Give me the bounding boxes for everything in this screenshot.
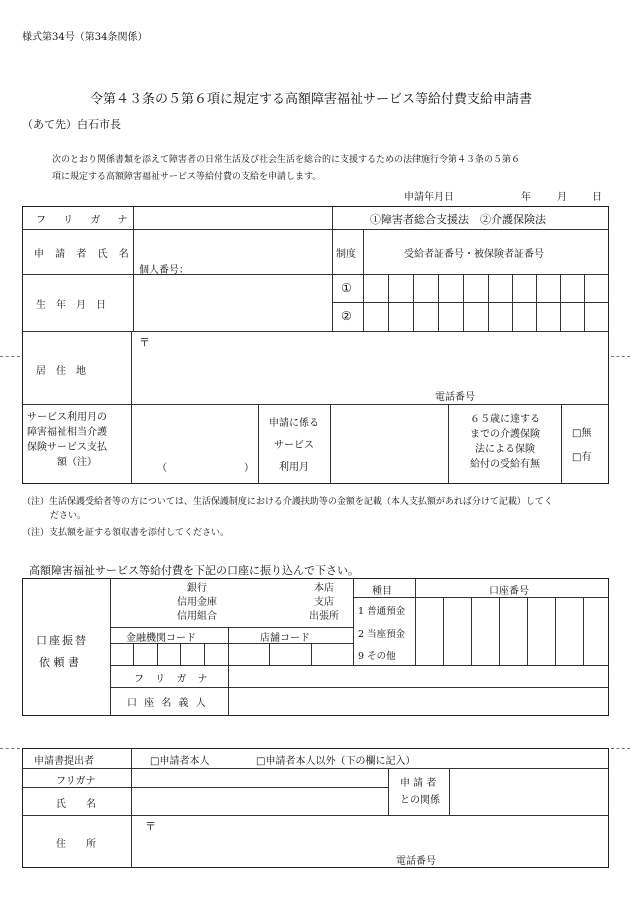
holder-furigana-label: フ リ ガ ナ (134, 674, 212, 685)
submitter-option-other[interactable]: □申請者本人以外（下の欄に記入） (256, 756, 416, 767)
personal-number-label: 個人番号： (139, 265, 189, 276)
relation-input[interactable] (451, 769, 608, 814)
paren-close: ） (244, 463, 254, 474)
account-number-label: 口座番号 (489, 586, 529, 597)
submitter-address-label: 住 所 (56, 839, 96, 850)
certificate-number-label: 受給者証番号・被保険者証番号 (404, 249, 544, 260)
age65-label: ６５歳に達する までの介護保険 法による保険 給付の受給有無 (470, 414, 540, 470)
postal-mark: 〒 (139, 336, 150, 349)
intro-line-1: 次のとおり関係書類を添えて障害者の日常生活及び社会生活を総合的に支援するための法律施行令第４３条の５第６ (52, 155, 521, 165)
kind-option-ordinary[interactable]: 1 普通預金 (358, 606, 406, 617)
account-number-input[interactable] (416, 598, 608, 664)
holder-name-input[interactable] (230, 688, 608, 715)
branch-code-input[interactable] (230, 644, 352, 664)
relation-label: 申 請 者 との関係 (400, 778, 440, 806)
row-mark-1: ① (341, 281, 352, 295)
applicant-name-label: 申 請 者 氏 名 (34, 249, 133, 260)
paren-open: （ (157, 463, 167, 474)
transfer-label-2: 依 頼 書 (39, 656, 79, 669)
service-amount-label: サービス利用月の 障害福祉相当介護 保険サービス支払 額（注） (27, 412, 107, 468)
form-number: 様式第34号（第34条関係） (22, 32, 148, 43)
submitter-name-input[interactable] (133, 788, 387, 814)
system-label: 制度 (336, 249, 356, 260)
option-yes-checkbox[interactable]: □有 (572, 452, 592, 463)
branch-code-label: 店舗コード (260, 633, 310, 644)
note-1-line-2: ださい。 (50, 511, 87, 521)
row-mark-2: ② (341, 309, 352, 323)
addressee: （あて先）白石市長 (22, 118, 121, 131)
day-label: 日 (592, 192, 602, 203)
certificate-number-input[interactable] (364, 275, 608, 330)
kind-option-other[interactable]: 9 その他 (358, 651, 396, 662)
submitter-address-input[interactable] (133, 816, 608, 867)
residence-input[interactable] (132, 332, 608, 403)
year-label: 年 (521, 192, 531, 203)
phone-label: 電話番号 (435, 392, 475, 403)
furigana-input[interactable] (134, 207, 331, 228)
submitter-label: 申請書提出者 (34, 756, 94, 767)
note-2: （注）支払額を証する領収書を添付してください。 (22, 528, 230, 538)
bank-heading: 高額障害福祉サービス等給付費を下記の口座に振り込んで下さい。 (29, 564, 359, 577)
submitter-postal-mark: 〒 (145, 820, 156, 833)
bank-code-label: 金融機関コード (126, 633, 196, 644)
service-month-input[interactable] (331, 405, 447, 483)
residence-label: 居 住 地 (36, 366, 86, 377)
kind-label: 種目 (372, 586, 392, 597)
branch-type-list: 本店 支店 出張所 (309, 583, 339, 622)
kind-option-current[interactable]: 2 当座預金 (358, 629, 406, 640)
service-month-label: 申請に係る サービス 利用月 (269, 418, 319, 473)
submitter-phone-label: 電話番号 (396, 856, 436, 867)
form-title: 令第４３条の５第６項に規定する高額障害福祉サービス等給付費支給申請書 (90, 92, 533, 107)
application-date-label: 申請年月日 (404, 192, 454, 203)
note-1-line-1: （注）生活保護受給者等の方については、生活保護制度における介護扶助等の金額を記載（本人支払額があれば分けて記載）してく (22, 497, 553, 507)
holder-name-label: 口 座 名 義 人 (127, 698, 208, 709)
system-options: ①障害者総合支援法 ②介護保険法 (370, 213, 546, 226)
intro-line-2: 項に規定する高額障害福祉サービス等給付費の支給を申請します。 (52, 172, 322, 182)
birth-date-label: 生 年 月 日 (36, 300, 106, 311)
submitter-furigana-label: フリガナ (56, 776, 96, 787)
bank-code-input[interactable] (112, 644, 227, 664)
transfer-label-1: 口座振替 (36, 634, 88, 647)
submitter-option-self[interactable]: □申請者本人 (150, 756, 210, 767)
bank-type-list: 銀行 信用金庫 信用組合 (177, 583, 217, 622)
month-label: 月 (557, 192, 567, 203)
furigana-label: フ リ ガ ナ (36, 215, 135, 226)
submitter-name-label: 氏 名 (56, 799, 96, 810)
birth-date-input[interactable] (134, 275, 331, 330)
service-amount-input[interactable] (132, 405, 257, 483)
option-none-checkbox[interactable]: □無 (572, 428, 592, 439)
holder-furigana-input[interactable] (230, 666, 608, 686)
submitter-furigana-input[interactable] (133, 769, 387, 786)
